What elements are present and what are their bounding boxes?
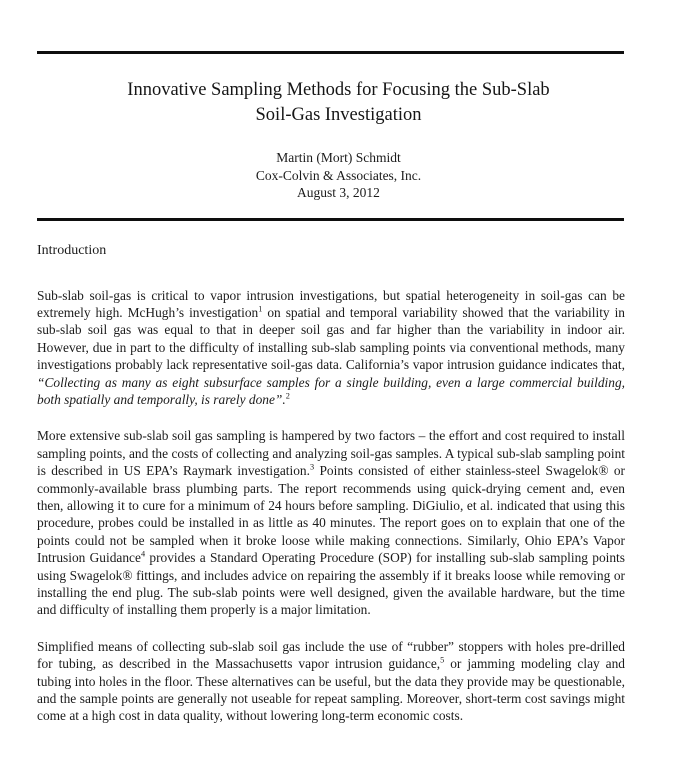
text-segment: Sub-slab soil-gas is critical to vapor intrusion investigations, but spatial heterogeneity in soil-gas can be extremely high. McHugh’s investigation: [37, 287, 625, 320]
byline-block: [0, 149, 677, 202]
footnote-reference: 1: [258, 304, 263, 314]
paragraph-1: [37, 287, 625, 409]
title-line-2: Soil-Gas Investigation: [255, 105, 422, 125]
text-segment: or jamming modeling clay and tubing into holes in the floor. These alternatives can be useful, but the data they provide may be questionable, and the sample points are generally not useable for repeat sampling. Moreover, short-term cost savings might come at a high cost in data quality, without lowering long-term economic costs.: [37, 656, 625, 724]
title-line-1: Innovative Sampling Methods for Focusing the Sub-Slab: [127, 80, 550, 100]
section-heading-introduction: Introduction: [37, 242, 107, 258]
page-title: [40, 78, 637, 128]
footnote-reference: 4: [140, 549, 146, 559]
author-name: Martin (Mort) Schmidt: [276, 150, 401, 165]
footnote-reference: 2: [285, 391, 290, 401]
document-date: August 3, 2012: [297, 185, 380, 200]
text-segment: “Collecting as many as eight subsurface samples for a single building, even a large commercial building, both spatially and temporally, is rarely done”.: [37, 374, 625, 407]
text-segment: on spatial and temporal variability showed that the variability in sub-slab soil gas was equal to that in deeper soil gas and far higher than the variability in indoor air. However, due in part to the difficulty of installing sub-slab sampling points via conventional methods, many investigations probably lack representative soil-gas data. California’s vapor intrusion guidance indicates that,: [37, 304, 625, 373]
text-segment: Simplified means of collecting sub-slab soil gas include the use of “rubber” stoppers with holes pre-drilled for tubing, as described in the Massachusetts vapor intrusion guidance,: [37, 638, 625, 672]
paragraph-3: [37, 638, 625, 725]
top-horizontal-rule: [37, 51, 624, 54]
text-segment: provides a Standard Operating Procedure (SOP) for installing sub-slab sampling points using Swagelok® fittings, and includes advice on repairing the assembly if it breaks loose while removing or installing the end plug. The sub-slab points were well designed, given the available hardware, but the time and difficulty of installing them properly is a major limitation.: [37, 550, 625, 618]
footnote-reference: 3: [309, 462, 315, 472]
footnote-reference: 5: [440, 655, 445, 665]
header-bottom-rule: [37, 218, 624, 221]
text-segment: More extensive sub-slab soil gas sampling is hampered by two factors – the effort and cost required to install sampling points, and the costs of collecting and analyzing soil-gas samples. A typical sub-slab sampling point is described in US EPA’s Raymark investigation.: [37, 428, 625, 479]
text-segment: Points consisted of either stainless-steel Swagelok® or commonly-available brass plumbing parts. The report recommends using quick-drying cement and, even then, allowing it to cure for a minimum of 24 hours before sampling. DiGiulio, et al. indicated that using this procedure, probes could be installed in as little as 40 minutes. The report goes on to explain that one of the points could not be sampled when it broke loose while making connections. Similarly, Ohio EPA’s Vapor Intrusion Guidance: [37, 463, 625, 566]
paragraph-2: [37, 427, 625, 618]
organization-name: Cox-Colvin & Associates, Inc.: [255, 167, 422, 183]
